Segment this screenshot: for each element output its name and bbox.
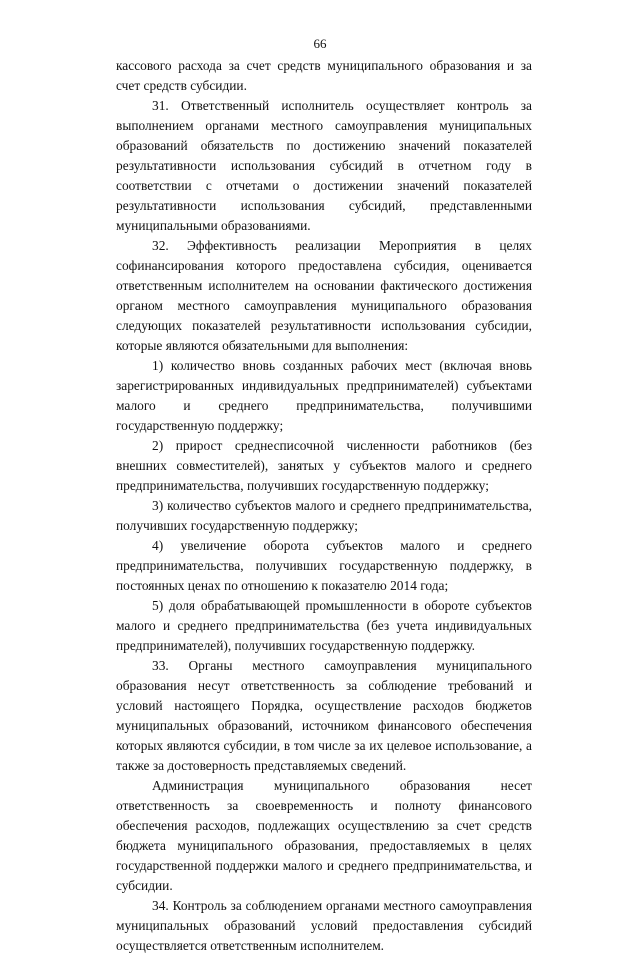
list-item-3: 3) количество субъектов малого и среднего предпринимательства, получивших государственную поддержку;: [116, 498, 532, 533]
list-item-5: 5) доля обрабатывающей промышленности в обороте субъектов малого и среднего предпринимательства (без учета индивидуальных предпринимателей), получивших государственную поддержку.: [116, 598, 532, 653]
document-body: [116, 56, 532, 956]
paragraph-administration: Администрация муниципального образования несет ответственность за своевременность и полноту финансового обеспечения расходов, подлежащих осуществлению за счет средств бюджета муниципального образования, предоставляемых в целях государственной поддержки малого и среднего предпринимательства, и субсидии.: [116, 778, 532, 893]
page-number: 66: [313, 36, 327, 51]
paragraph-32: 32. Эффективность реализации Мероприятия в целях софинансирования которого предоставлена субсидия, оценивается ответственным исполнителем на основании фактического достижения органом местного самоуправления муниципального образования следующих показателей результативности использования субсидии, которые являются обязательными для выполнения:: [116, 238, 532, 353]
list-item-4: 4) увеличение оборота субъектов малого и среднего предпринимательства, получивших государственную поддержку, в постоянных ценах по отношению к показателю 2014 года;: [116, 538, 532, 593]
list-item-1: 1) количество вновь созданных рабочих мест (включая вновь зарегистрированных индивидуальных предпринимателей) субъектами малого и среднего предпринимательства, получившими государственную поддержку;: [116, 358, 532, 433]
paragraph-33: 33. Органы местного самоуправления муниципального образования несут ответственность за соблюдение требований и условий настоящего Порядка, осуществление расходов бюджетов муниципальных образований, источником финансового обеспечения которых являются субсидии, в том числе за их целевое использование, а также за достоверность представляемых сведений.: [116, 658, 532, 773]
paragraph-34: 34. Контроль за соблюдением органами местного самоуправления муниципальных образований условий предоставления субсидий осуществляется ответственным исполнителем.: [116, 898, 532, 953]
list-item-2: 2) прирост среднесписочной численности работников (без внешних совместителей), занятых у субъектов малого и среднего предпринимательства, получивших государственную поддержку;: [116, 438, 532, 493]
paragraph-31: 31. Ответственный исполнитель осуществляет контроль за выполнением органами местного самоуправления муниципальных образований обязательств по достижению значений показателей результативности использования субсидий в отчетном году в соответствии с отчетами о достижении значений показателей результативности использования субсидий, представленными муниципальными образованиями.: [116, 98, 532, 233]
paragraph-continuation: кассового расхода за счет средств муниципального образования и за счет средств субсидии.: [116, 58, 532, 93]
